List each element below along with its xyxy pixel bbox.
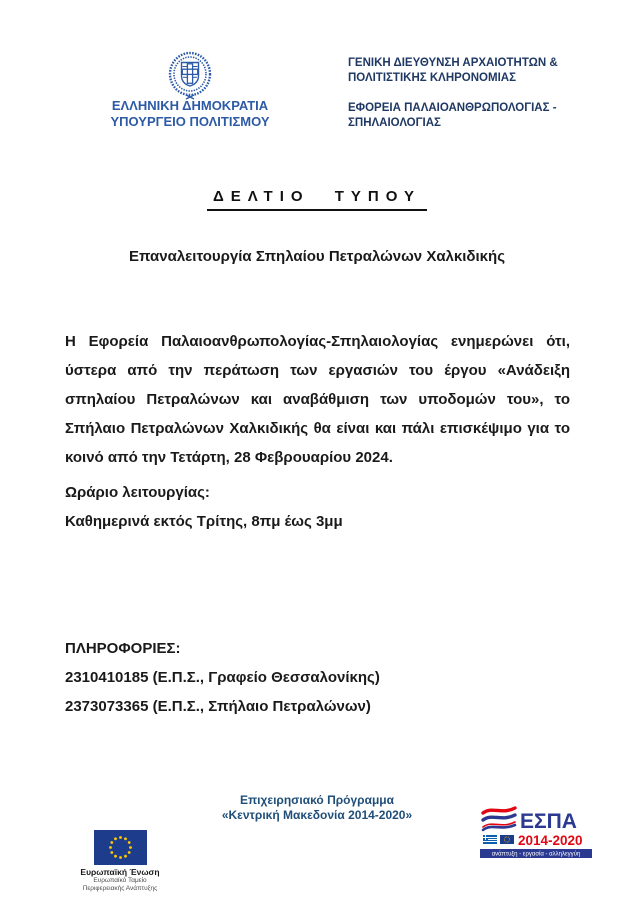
opening-hours-value: Καθημερινά εκτός Τρίτης, 8πμ έως 3μμ: [65, 513, 343, 530]
opening-hours-block: [65, 478, 570, 536]
document-subtitle: Επαναλειτουργία Σπηλαίου Πετραλώνων Χαλκιδικής: [128, 248, 506, 265]
republic-name: ΕΛΛΗΝΙΚΗ ΔΗΜΟΚΡΑΤΙΑ: [111, 98, 269, 113]
contact-phone-line: 2310410185 (Ε.Π.Σ., Γραφείο Θεσσαλονίκης): [65, 669, 380, 686]
ephorate: ΕΦΟΡΕΙΑ ΠΑΛΑΙΟΑΝΘΡΩΠΟΛΟΓΙΑΣ - ΣΠΗΛΑΙΟΛΟΓΙΑΣ: [348, 102, 557, 129]
program-line-2: «Κεντρική Μακεδονία 2014-2020»: [221, 808, 413, 822]
greek-flag-icon: [483, 835, 497, 844]
espa-motto: ανάπτυξη - εργασία - αλληλεγγύη: [491, 851, 581, 858]
page-title: ΔΕΛΤΙΟ ΤΥΠΟΥ: [207, 188, 427, 211]
eu-fund-label-1: Ευρωπαϊκό Ταμείο: [93, 877, 147, 884]
eu-funding-logo: [65, 830, 175, 892]
body-paragraph: Η Εφορεία Παλαιοανθρωπολογίας-Σπηλαιολογίας ενημερώνει ότι, ύστερα από την περάτωση των εργασιών του έργου «Ανάδειξη σπηλαίου Πετραλώνων και αναβάθμιση των υποδομών του», το Σπήλαιο Πετραλώνων Χαλκιδικής θα είναι και πάλι επισκέψιμο για το κοινό από την Τετάρτη, 28 Φεβρουαρίου 2024.: [65, 333, 570, 466]
opening-hours-label: Ωράριο λειτουργίας:: [65, 484, 210, 501]
espa-2014-2020-logo: [480, 805, 592, 859]
espa-wordmark: ΕΣΠΑ: [520, 810, 577, 833]
eu-flag-mini-icon: [500, 835, 514, 844]
issuing-authority: [70, 98, 310, 130]
general-directorate: ΓΕΝΙΚΗ ΔΙΕΥΘΥΝΣΗ ΑΡΧΑΙΟΤΗΤΩΝ & ΠΟΛΙΤΙΣΤΙΚΗΣ ΚΛΗΡΟΝΟΜΙΑΣ: [348, 57, 558, 84]
eu-flag-icon: [94, 830, 147, 865]
program-line-1: Επιχειρησιακό Πρόγραμμα: [239, 793, 395, 807]
eu-union-label: Ευρωπαϊκή Ένωση: [80, 867, 160, 877]
contact-info-label: ΠΛΗΡΟΦΟΡΙΕΣ:: [65, 640, 181, 657]
eu-fund-label-2: Περιφερειακής Ανάπτυξης: [82, 884, 158, 892]
contact-info-block: [65, 634, 570, 721]
espa-period: 2014-2020: [518, 833, 583, 848]
title-row: [0, 188, 634, 211]
ministry-name: ΥΠΟΥΡΓΕΙΟ ΠΟΛΙΤΙΣΜΟΥ: [110, 114, 270, 129]
directorate-block: [348, 56, 600, 146]
contact-phone-line: 2373073365 (Ε.Π.Σ., Σπήλαιο Πετραλώνων): [65, 698, 371, 715]
greek-coat-of-arms-icon: [162, 50, 218, 100]
